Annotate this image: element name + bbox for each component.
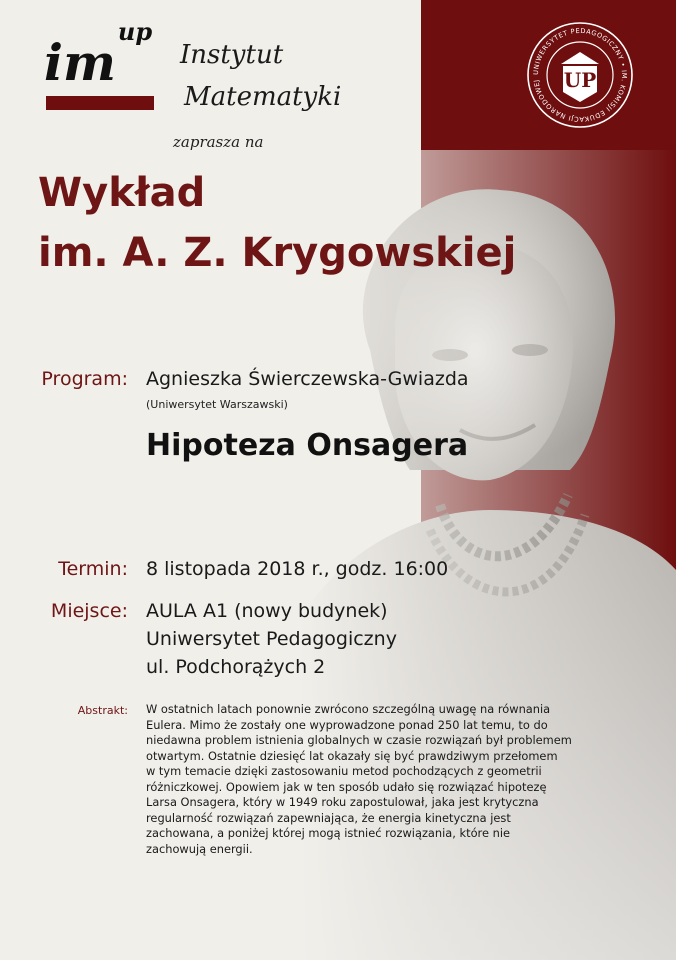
logo-bar [46, 96, 154, 110]
university-seal-icon [525, 20, 635, 130]
abstract-line: zachowana, a poniżej której mogą istnieć rozwiązania, które nie [146, 826, 510, 840]
program-label: Program: [41, 368, 128, 390]
institute-name-line2: Matematyki [184, 82, 342, 112]
abstract-line: Larsa Onsagera, który w 1949 roku zapostulował, jaka jest krytyczna [146, 795, 539, 809]
speaker-name: Agnieszka Świerczewska-Gwiazda [146, 368, 469, 390]
svg-text:UP: UP [563, 68, 597, 92]
invitation-text: zaprasza na [173, 133, 264, 151]
svg-text:UNIWERSYTET PEDAGOGICZNY • IM.: UNIWERSYTET PEDAGOGICZNY • IM. KOMISJI EDUKACJI NARODOWEJ [531, 26, 629, 124]
abstract-line: otwartym. Ostatnie dziesięć lat okazały się być prawdziwym przełomem [146, 748, 558, 763]
place-label: Miejsce: [50, 600, 128, 622]
lecture-title-line2: im. A. Z. Krygowskiej [38, 230, 517, 276]
abstract-line: różniczkowej. Opowiem jak w ten sposób udało się rozwiązać hipotezę [146, 779, 547, 794]
abstract-text [146, 702, 572, 857]
place-line-2: Uniwersytet Pedagogiczny [146, 628, 397, 650]
abstract-label: Abstrakt: [77, 704, 128, 717]
institute-name-line1: Instytut [180, 40, 284, 70]
abstract-line: Eulera. Mimo że zostały one wyprowadzone ponad 250 lat temu, to do [146, 717, 548, 732]
speaker-affiliation: (Uniwersytet Warszawski) [146, 398, 288, 411]
institute-logo: $im^{up}$ [44, 17, 153, 92]
talk-title: Hipoteza Onsagera [146, 428, 469, 463]
place-line-1: AULA A1 (nowy budynek) [146, 600, 388, 622]
lecture-title-line1: Wykład [38, 170, 206, 216]
abstract-line: w tym temacie dzięki zastosowaniu metod pochodzących z geometrii [146, 764, 542, 778]
place-line-3: ul. Podchorążych 2 [146, 656, 326, 678]
abstract-line: niedawna problem istnienia globalnych w czasie rozwiązań był problemem [146, 733, 572, 747]
abstract-line: regularność rozwiązań zapewniająca, że energia kinetyczna jest [146, 810, 511, 825]
date-value: 8 listopada 2018 r., godz. 16:00 [146, 558, 449, 580]
abstract-line: zachowują energii. [146, 841, 253, 856]
abstract-line: W ostatnich latach ponownie zwrócono szczególną uwagę na równania [146, 702, 551, 716]
date-label: Termin: [58, 558, 128, 580]
